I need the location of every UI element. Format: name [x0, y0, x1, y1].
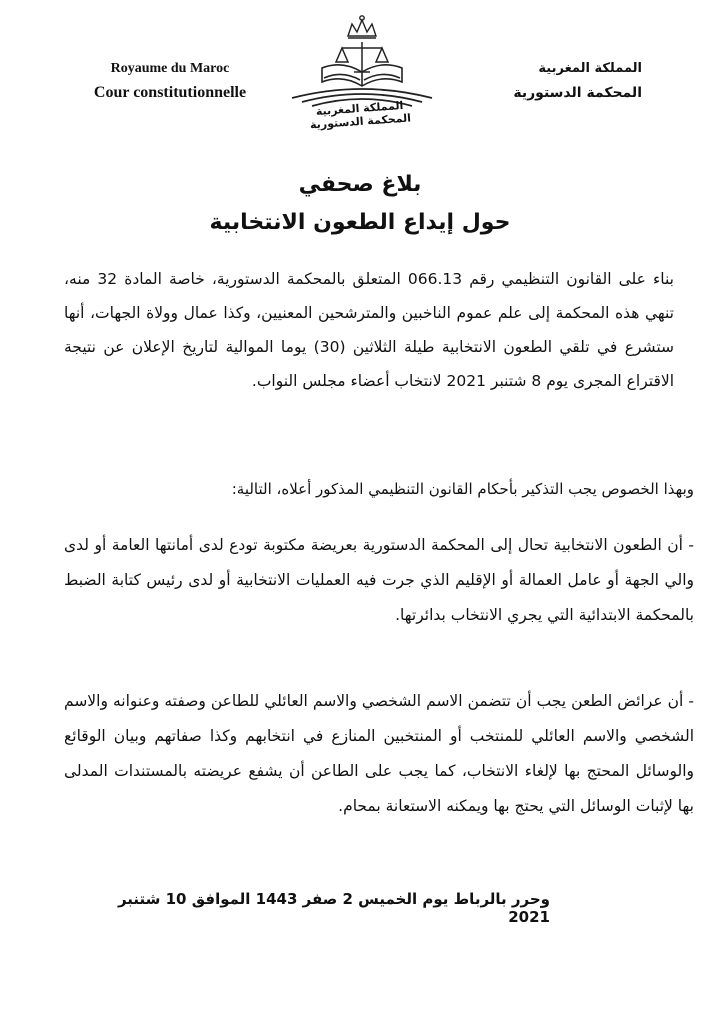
header-arabic	[442, 58, 642, 106]
court-name-ar: المحكمة الدستورية	[513, 85, 642, 101]
kingdom-name-ar: المملكة المغربية	[538, 61, 642, 76]
dateline: وحرر بالرباط يوم الخميس 2 صفر 1443 الموافق 10 شتنبر 2021	[117, 890, 550, 926]
paragraph-reminder: وبهذا الخصوص يجب التذكير بأحكام القانون التنظيمي المذكور أعلاه، التالية:	[231, 480, 694, 498]
emblem-seal-text: المملكة المغربية المحكمة الدستورية	[309, 98, 412, 132]
header-french	[70, 58, 270, 106]
paragraph-petition-content: - أن عرائض الطعن يجب أن تتضمن الاسم الشخصي والاسم العائلي للطاعن وصفته وعنوانه والاسم الشخصي والاسم العائلي للمنتخب أو المنتخبين المنازع في انتخابهم وكذا صفاتهم وبيان الوقائع والوسائل المحتج بها لإلغاء الانتخاب، كما يجب على الطاعن أن يشفع عريضته بالمستندات المدلى بها لإثبات الوسائل التي يحتج بها ويمكنه الاستعانة بمحام.	[64, 692, 694, 815]
court-name-fr: Cour constitutionnelle	[93, 84, 247, 101]
document-subtitle: حول إيداع الطعون الانتخابية	[209, 210, 511, 235]
kingdom-name-fr: Royaume du Maroc	[110, 61, 230, 76]
paragraph-intro: بناء على القانون التنظيمي رقم 066.13 المتعلق بالمحكمة الدستورية، خاصة المادة 32 منه، تنهي هذه المحكمة إلى علم عموم الناخبين والمترشحين المعنيين، وكذا عمال وولاة الجهات، أنها ستشرع في تلقي الطعون الانتخابية طيلة الثلاثين (30) يوما الموالية لتاريخ الإعلان عن نتيجة الاقتراع المجرى يوم 8 شتنبر 2021 لانتخاب أعضاء مجلس النواب.	[64, 270, 674, 390]
document-title: بلاغ صحفي	[298, 172, 422, 197]
paragraph-filing-rule: - أن الطعون الانتخابية تحال إلى المحكمة الدستورية بعريضة مكتوبة تودع لدى أمانتها العامة أو لدى والي الجهة أو عامل العمالة أو الإقليم الذي جرت فيه العمليات الانتخابية أو لدى رئيس كتابة الضبط بالمحكمة الابتدائية التي يجري الانتخاب بدائرتها.	[64, 536, 694, 624]
